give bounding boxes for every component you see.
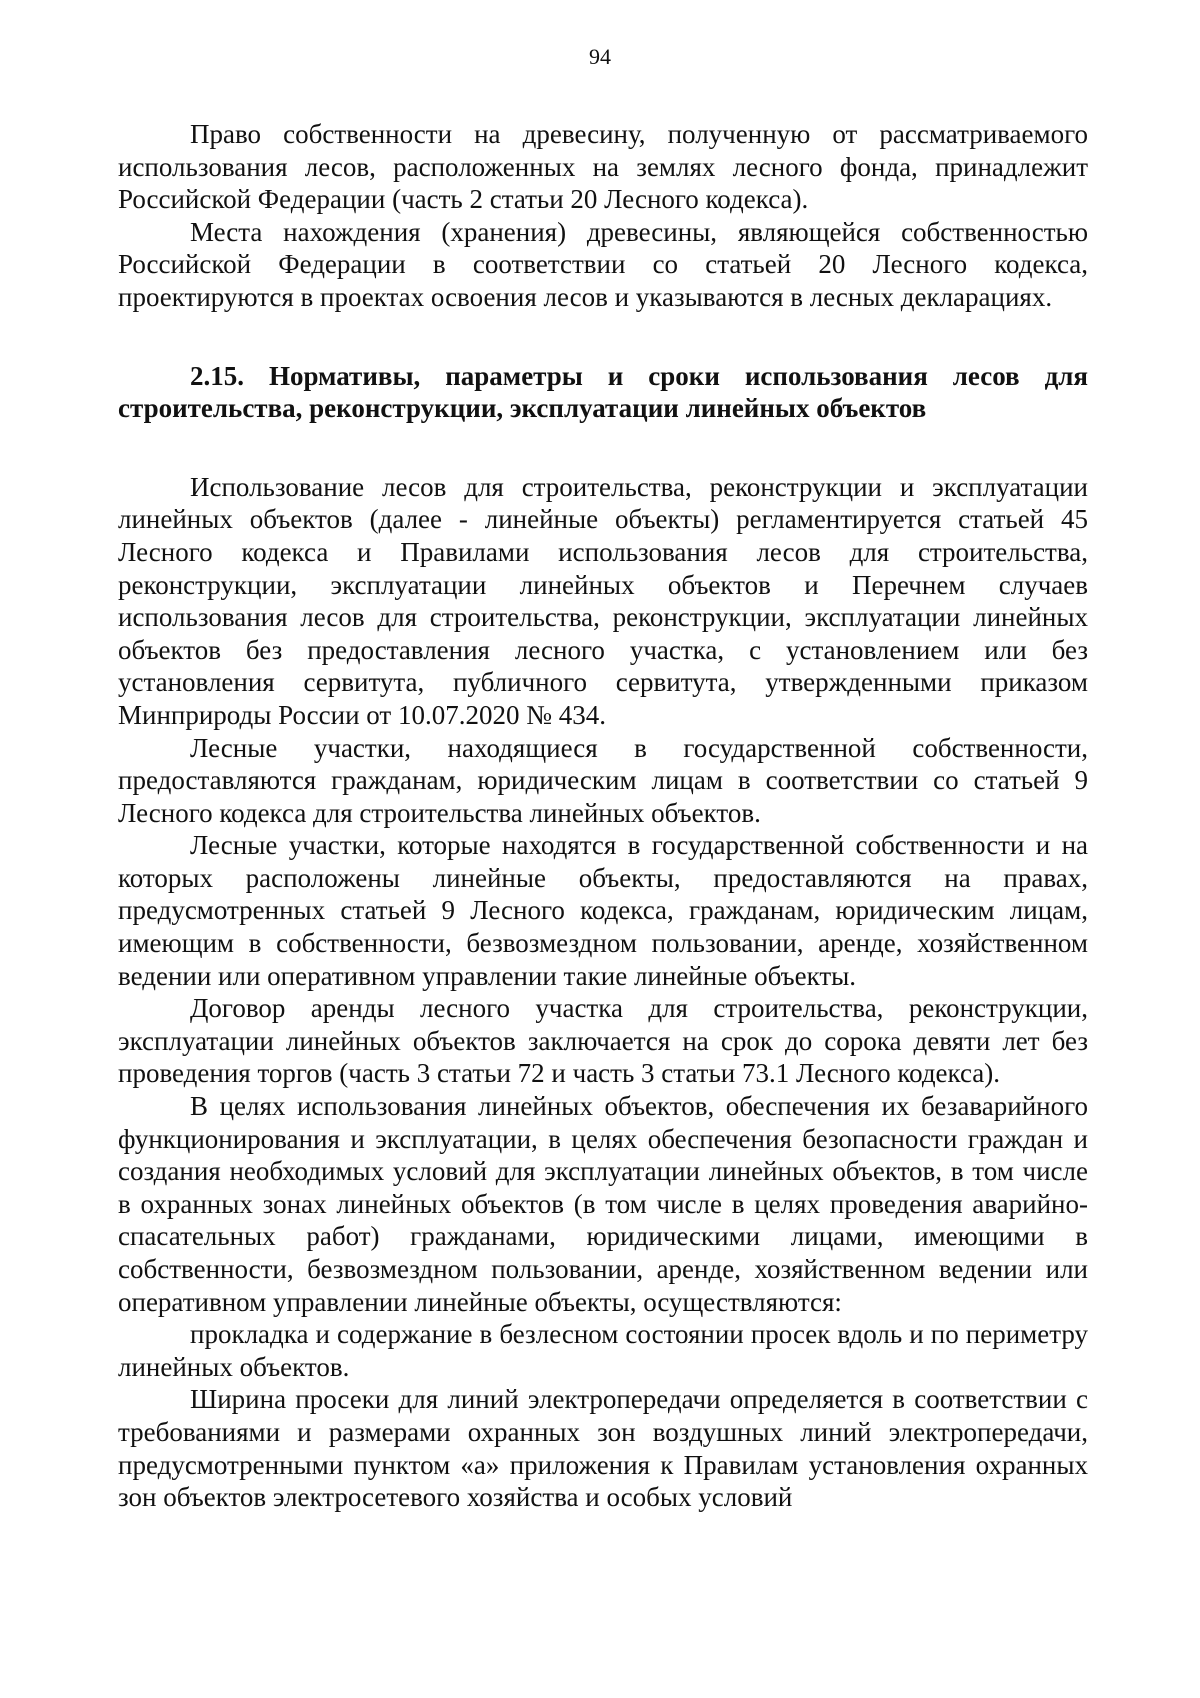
paragraph-regulation: Использование лесов для строительства, реконструкции и эксплуатации линейных объектов (далее - линейные объекты) регламентируется статьей 45 Лесного кодекса и Правилами использования лесов для строительства, реконструкции, эксплуатации линейных объектов и Перечнем случаев использования лесов для строительства, реконструкции, эксплуатации линейных объектов без предоставления лесного участка, с установлением или без установления сервитута, публичного сервитута, утвержденными приказом Минприроды России от 10.07.2020 № 434. [118,471,1088,730]
paragraph-purposes: В целях использования линейных объектов, обеспечения их безаварийного функционирования и эксплуатации, в целях обеспечения безопасности граждан и создания необходимых условий для эксплуатации линейных объектов, в том числе в охранных зонах линейных объектов (в том числе в целях проведения аварийно-спасательных работ) гражданами, юридическими лицами, имеющими в собственности, безвозмездном пользовании, аренде, хозяйственном ведении или оперативном управлении линейные объекты, осуществляются: [118,1091,1088,1317]
paragraph-state-plots: Лесные участки, находящиеся в государственной собственности, предоставляются гражданам, юридическим лицам в соответствии со статьей 9 Лесного кодекса для строительства линейных объектов. [118,732,1088,828]
paragraph-timber-ownership: Право собственности на древесину, полученную от рассматриваемого использования лесов, расположенных на землях лесного фонда, принадлежит Российской Федерации (часть 2 статьи 20 Лесного кодекса). [118,119,1088,215]
paragraph-plots-with-objects: Лесные участки, которые находятся в государственной собственности и на которых расположены линейные объекты, предоставляются на правах, предусмотренных статьей 9 Лесного кодекса, гражданам, юридическим лицам, имеющим в собственности, безвозмездном пользовании, аренде, хозяйственном ведении или оперативном управлении такие линейные объекты. [118,830,1088,991]
paragraph-clearing-width: Ширина просеки для линий электропередачи определяется в соответствии с требованиями и размерами охранных зон воздушных линий электропередачи, предусмотренными пунктом «а» приложения к Правилам установления охранных зон объектов электросетевого хозяйства и особых условий [118,1384,1088,1513]
paragraph-lease-term: Договор аренды лесного участка для строительства, реконструкции, эксплуатации линейных объектов заключается на срок до сорока девяти лет без проведения торгов (часть 3 статьи 72 и часть 3 статьи 73.1 Лесного кодекса). [118,993,1088,1089]
paragraph-timber-storage: Места нахождения (хранения) древесины, являющейся собственностью Российской Федерации в соответствии со статьей 20 Лесного кодекса, проектируются в проектах освоения лесов и указываются в лесных декларациях. [118,216,1088,312]
page-content [118,118,1088,1514]
page-number: 94 [589,44,611,69]
section-heading: 2.15. Нормативы, параметры и сроки использования лесов для строительства, реконструкции, эксплуатации линейных объектов [118,360,1088,424]
paragraph-clearings: прокладка и содержание в безлесном состоянии просек вдоль и по периметру линейных объектов. [118,1319,1088,1382]
